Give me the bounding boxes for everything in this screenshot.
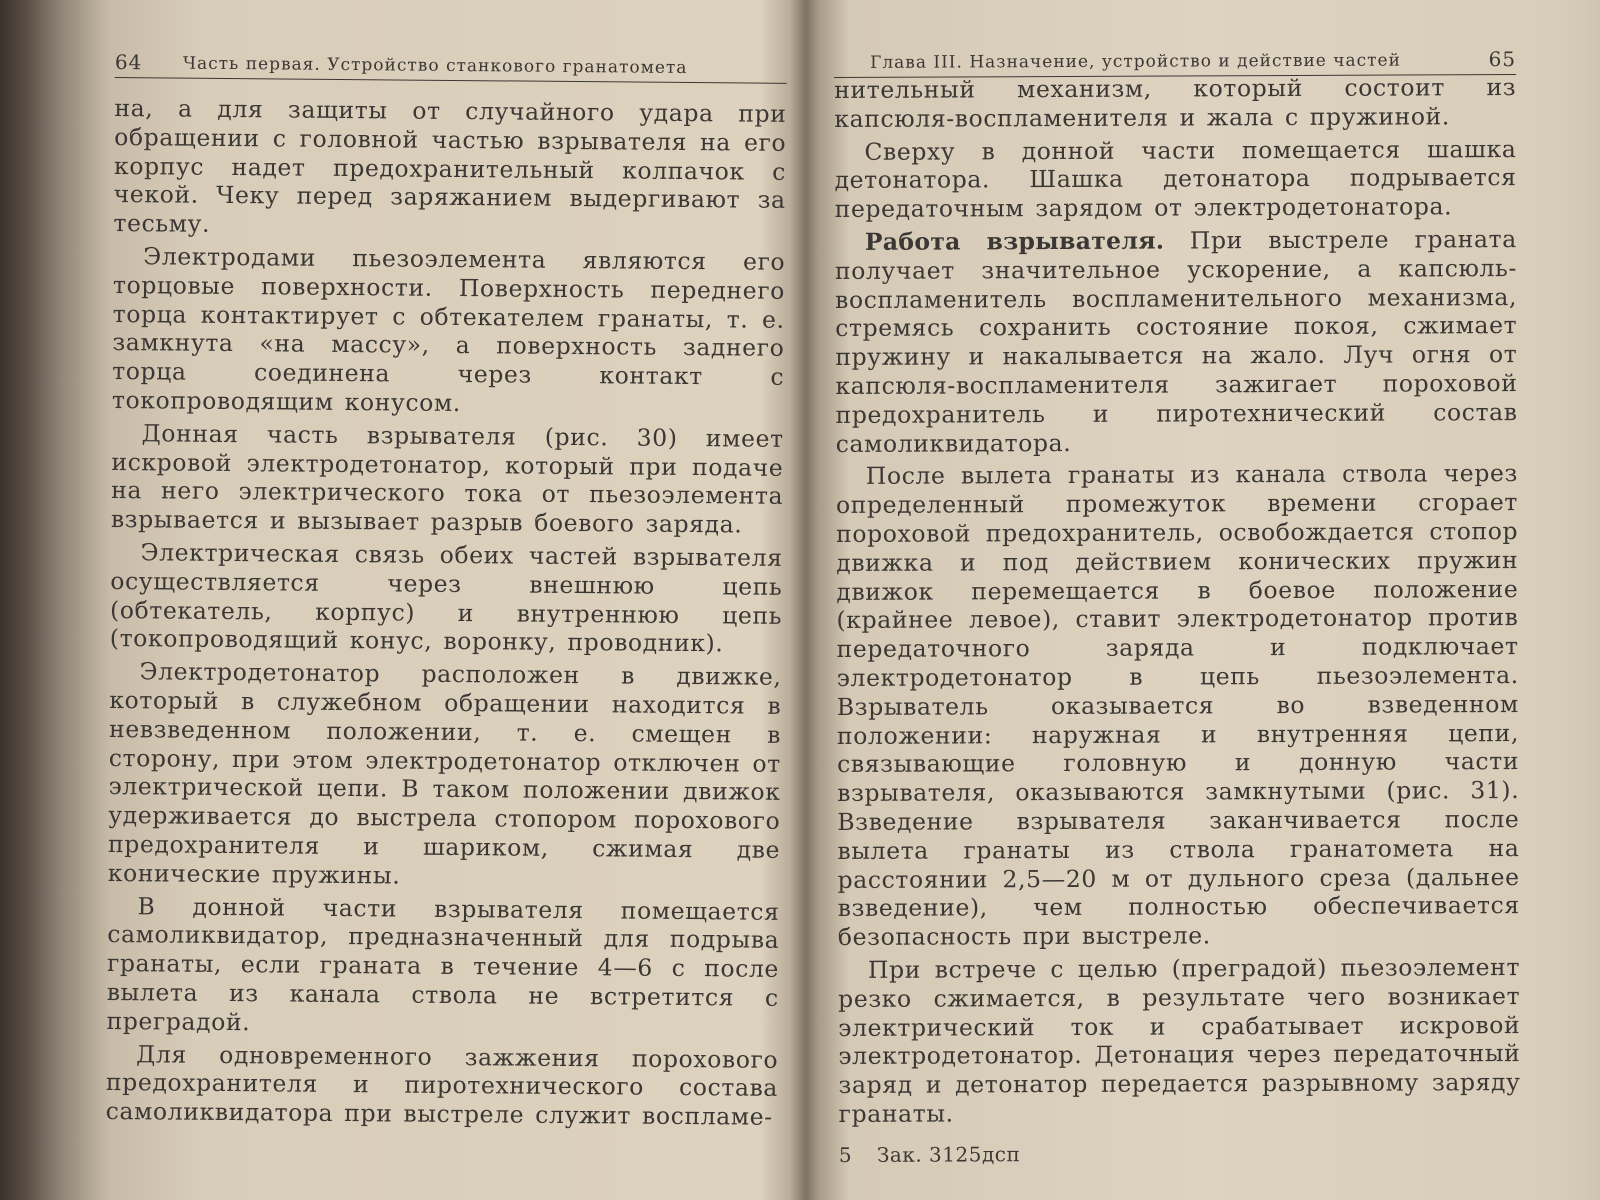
paragraph-text: При выстреле граната получает значительное ускорение, а капсюль-воспламенитель воспламенительного механизма, стремясь сохранить состояние покоя, сжимает пружину и накалывается на жало. Луч огня от капсюля-воспламенителя зажигает пороховой предохранитель и пиротехнический состав самоликвидатора.	[834, 225, 1518, 458]
right-page	[834, 0, 1521, 1200]
signature-mark: 5	[838, 1142, 853, 1167]
printer-footer	[839, 1140, 1521, 1167]
paragraph: Электродетонатор расположен в движке, который в служебном обращении находится в невзведенном положении, т. е. смещен в сторону, при этом электродетонатор отключен от электрической цепи. В таком положении движок удерживается до выстрела стопором порохового предохранителя и шариком, сжимая две конические пружины.	[107, 657, 782, 890]
left-running-header	[115, 50, 787, 96]
paragraph: нительный механизм, который состоит из капсюля-воспламенителя и жала с пружиной.	[834, 73, 1517, 133]
paragraph	[835, 225, 1518, 458]
paragraph: В донной части взрывателя помещается самоликвидатор, предназначенный для подрыва гранаты, если граната в течение 4—6 с после вылета из канала ствола не встретится с преградой.	[106, 891, 780, 1036]
left-header-rule	[115, 77, 787, 84]
paragraph: Сверху в донной части помещается шашка детонатора. Шашка детонатора подрывается передаточным зарядом от электродетонатора.	[834, 134, 1517, 224]
paragraph: на, а для защиты от случайного удара при обращении с головной частью взрывателя на его корпус надет предохранительный колпачок с чекой. Чеку перед заряжанием выдергивают за тесьму.	[113, 93, 787, 239]
left-page-number: 64	[114, 50, 143, 75]
right-running-header	[834, 47, 1516, 90]
left-page	[105, 0, 787, 1200]
right-header-rule	[834, 74, 1516, 78]
right-header-text: Глава III. Назначение, устройство и действие частей	[870, 50, 1401, 73]
paragraph: Электрическая связь обеих частей взрывателя осуществляется через внешнюю цепь (обтекатель, корпус) и внутреннюю цепь (токопроводящий конус, воронку, проводник).	[109, 538, 783, 658]
right-page-number: 65	[1488, 47, 1517, 72]
section-run-in-heading: Работа взрывателя.	[864, 226, 1165, 256]
left-body-text	[106, 94, 787, 1132]
paragraph: После вылета гранаты из канала ствола через определенный промежуток времени сгорает пороховой предохранитель, освобождается стопор движка и под действием конических пружин движок перемещается в боевое положение (крайнее левое), ставит электродетонатор против передаточного заряда и подключает электродетонатор в цепь пьезоэлемента. Взрыватель оказывается во взведенном положении: наружная и внутренняя цепи, связывающие головную и донную части взрывателя, оказываются замкнутыми (рис. 31). Взведение взрывателя заканчивается после вылета гранаты из ствола гранатомета на расстоянии 2,5—20 м от дульного среза (дальнее взведение), чем полностью обеспечивается безопасность при выстреле.	[835, 459, 1520, 952]
paragraph: Донная часть взрывателя (рис. 30) имеет искровой электродетонатор, который при подаче на него электрического тока от пьезоэлемента взрывается и вызывает разрыв боевого заряда.	[110, 419, 784, 539]
paragraph: Для одновременного зажжения порохового предохранителя и пиротехнического состава самоликвидатора при выстреле служит воспламе-	[105, 1039, 779, 1131]
left-header-text: Часть первая. Устройство станкового гранатомета	[182, 53, 688, 78]
paragraph: Электродами пьезоэлемента являются его торцовые поверхности. Поверхность переднего торца контактирует с обтекателем гранаты, т. е. замкнута «на массу», а поверхность заднего торца соединена через контакт с токопроводящим конусом.	[111, 242, 786, 418]
right-body-text	[834, 73, 1521, 1129]
paragraph: При встрече с целью (преградой) пьезоэлемент резко сжимается, в результате чего возникает электрический ток и срабатывает искровой электродетонатор. Детонация через передаточный заряд и детонатор передается разрывному заряду гранаты.	[838, 952, 1521, 1128]
order-number: Зак. 3125дсп	[876, 1141, 1021, 1167]
